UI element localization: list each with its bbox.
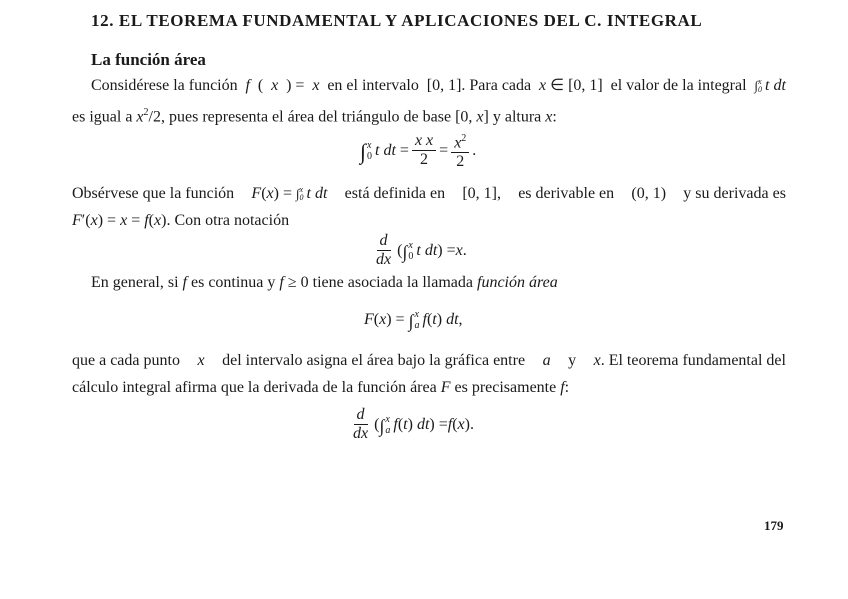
paragraph-2-line-1: Obsérvese que la función F(x) = ∫ x 0 t dt está definida en [0, 1], es derivable en (0, 1) y su derivada es [72,185,786,203]
paragraph-2-line-2: F′(x) = x = f(x). Con otra notación [72,212,290,229]
chapter-title: 12. EL TEOREMA FUNDAMENTAL Y APLICACIONES DEL C. INTEGRAL [91,11,703,30]
equation-triangle-area: ∫ x 0 t dt = $\frac{\text{x x}}{2}$ = $\frac{x^2}{2}$ . [360,130,476,171]
paragraph-1-line-2: es igual a $x^2/2$, pues representa el área del triángulo de base [0, x] y altura x: [72,107,557,126]
equation-derivative-example: $\frac{d}{dx}$ ( ∫ x 0 t dt ) = x . [376,232,467,268]
paragraph-1-line-1: Considérese la función f ( x ) = x en el intervalo [0, 1]. Para cada x ∈ [0, 1] el valor de la integral ∫ x 0 t dt [91,77,786,95]
page-number: 179 [764,518,784,533]
paragraph-4-line-1: que a cada punto x del intervalo asigna el área bajo la gráfica entre a y x. El teorema fundamental del [72,352,786,369]
equation-fundamental-theorem: $\frac{d}{dx}$ ( ∫ x a f ( t ) dt ) = f ( x ). [353,406,474,442]
equation-area-function: F ( x ) = ∫ x a f ( t ) dt , [364,309,463,331]
section-title: La función área [91,50,206,69]
paragraph-4-line-2: cálculo integral afirma que la derivada de la función área F es precisamente f: [72,379,570,396]
paragraph-3: En general, si f es continua y f ≥ 0 tiene asociada la llamada función área [91,274,558,291]
